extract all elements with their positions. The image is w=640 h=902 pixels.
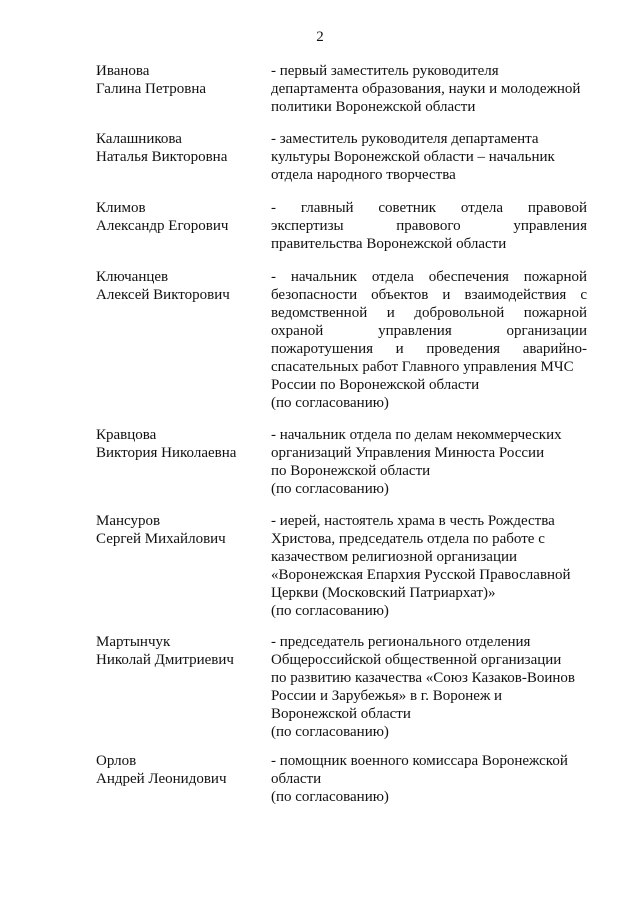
position-line: Воронежской области bbox=[271, 706, 411, 722]
member-name bbox=[96, 130, 266, 166]
member-surname: Орлов bbox=[96, 753, 137, 769]
member-name bbox=[96, 512, 266, 548]
position-line: - начальник отдела обеспечения пожарной bbox=[271, 269, 587, 285]
member-surname: Кравцова bbox=[96, 427, 157, 443]
member-surname: Климов bbox=[96, 200, 146, 216]
position-line: (по согласованию) bbox=[271, 395, 389, 411]
position-line: экспертизы правового управления bbox=[271, 218, 587, 234]
member-given-names: Александр Егорович bbox=[96, 218, 229, 234]
position-line: охраной управления организации bbox=[271, 323, 587, 339]
member-surname: Иванова bbox=[96, 63, 150, 79]
member-position bbox=[271, 426, 587, 498]
member-surname: Мартынчук bbox=[96, 634, 171, 650]
member-name bbox=[96, 62, 266, 98]
position-line: - заместитель руководителя департамента bbox=[271, 131, 539, 147]
position-line: «Воронежская Епархия Русской Православной bbox=[271, 567, 571, 583]
position-line: России по Воронежской области bbox=[271, 377, 480, 393]
position-line: культуры Воронежской области – начальник bbox=[271, 149, 555, 165]
member-name bbox=[96, 199, 266, 235]
member-given-names: Сергей Михайлович bbox=[96, 531, 226, 547]
position-line: департамента образования, науки и молодежной bbox=[271, 81, 581, 97]
member-position bbox=[271, 199, 587, 253]
position-line: Христова, председатель отдела по работе с bbox=[271, 531, 545, 547]
position-line: ведомственной и добровольной пожарной bbox=[271, 305, 587, 321]
position-line: (по согласованию) bbox=[271, 481, 389, 497]
position-line: - начальник отдела по делам некоммерческих bbox=[271, 427, 562, 443]
position-line: (по согласованию) bbox=[271, 789, 389, 805]
position-line: области bbox=[271, 771, 322, 787]
member-given-names: Галина Петровна bbox=[96, 81, 207, 97]
position-line: - помощник военного комиссара Воронежской bbox=[271, 753, 568, 769]
member-given-names: Николай Дмитриевич bbox=[96, 652, 234, 668]
position-line: - первый заместитель руководителя bbox=[271, 63, 499, 79]
member-position bbox=[271, 62, 587, 116]
member-position bbox=[271, 268, 587, 412]
member-given-names: Виктория Николаевна bbox=[96, 445, 237, 461]
position-line: правительства Воронежской области bbox=[271, 236, 507, 252]
position-line: отдела народного творчества bbox=[271, 167, 456, 183]
member-name bbox=[96, 752, 266, 788]
member-name bbox=[96, 633, 266, 669]
member-surname: Мансуров bbox=[96, 513, 161, 529]
position-line: - председатель регионального отделения bbox=[271, 634, 531, 650]
position-line: (по согласованию) bbox=[271, 603, 389, 619]
position-line: спасательных работ Главного управления МЧС bbox=[271, 359, 574, 375]
position-line: (по согласованию) bbox=[271, 724, 389, 740]
member-given-names: Андрей Леонидович bbox=[96, 771, 227, 787]
position-line: Общероссийской общественной организации bbox=[271, 652, 562, 668]
position-line: Церкви (Московский Патриархат)» bbox=[271, 585, 496, 601]
page-number: 2 bbox=[316, 29, 324, 45]
position-line: политики Воронежской области bbox=[271, 99, 476, 115]
position-line: по Воронежской области bbox=[271, 463, 431, 479]
position-line: пожаротушения и проведения аварийно- bbox=[271, 341, 587, 357]
position-line: по развитию казачества «Союз Казаков-Воинов bbox=[271, 670, 575, 686]
member-position bbox=[271, 512, 587, 620]
member-given-names: Алексей Викторович bbox=[96, 287, 230, 303]
member-name bbox=[96, 268, 266, 304]
member-surname: Ключанцев bbox=[96, 269, 169, 285]
member-position bbox=[271, 633, 587, 741]
position-line: организаций Управления Минюста России bbox=[271, 445, 545, 461]
position-line: казачеством религиозной организации bbox=[271, 549, 518, 565]
position-line: - главный советник отдела правовой bbox=[271, 200, 587, 216]
member-surname: Калашникова bbox=[96, 131, 182, 147]
member-given-names: Наталья Викторовна bbox=[96, 149, 228, 165]
position-line: безопасности объектов и взаимодействия с bbox=[271, 287, 587, 303]
member-position bbox=[271, 752, 587, 806]
position-line: России и Зарубежья» в г. Воронеж и bbox=[271, 688, 503, 704]
member-position bbox=[271, 130, 587, 184]
position-line: - иерей, настоятель храма в честь Рождества bbox=[271, 513, 555, 529]
member-name bbox=[96, 426, 266, 462]
